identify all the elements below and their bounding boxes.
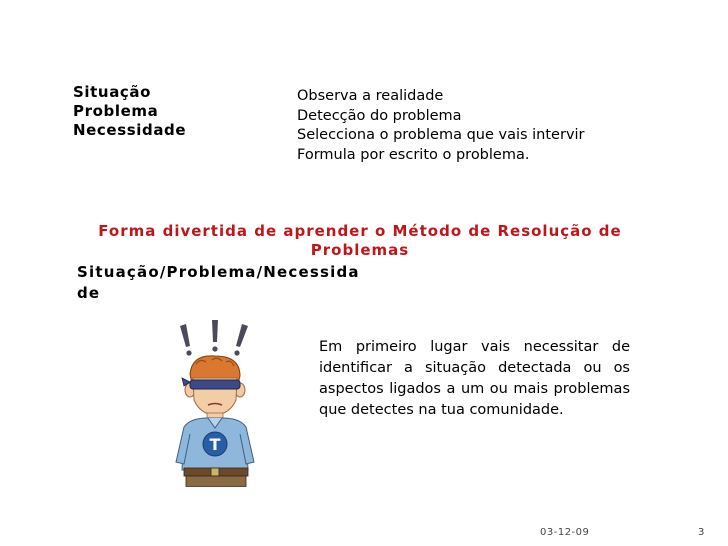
page-number: 3 [698,527,705,538]
subsection-label: Situação/Problema/Necessidade [77,263,360,302]
step-4: Formula por escrito o problema. [297,146,530,163]
label-necessidade: Necessidade [73,121,187,139]
concept-labels [73,83,273,140]
step-3: Selecciona o problema que vais intervir [297,127,585,143]
section-heading: Forma divertida de aprender o Método de Resolução de Problemas [98,222,622,259]
confused-boy-illustration [160,312,270,487]
label-problema: Problema [73,102,159,120]
step-1: Observa a realidade [297,88,444,104]
instruction-paragraph: Em primeiro lugar vais necessitar de identificar a situação detectada ou os aspectos ligados a um ou mais problemas que detectes na tua comunidade. [319,339,630,418]
footer-date: 03-12-09 [540,527,590,538]
shirt-letter: T [209,435,221,454]
label-situacao: Situação [73,83,152,101]
step-2: Detecção do problema [297,107,462,124]
method-steps [297,87,717,165]
exclamation-marks [180,320,248,356]
